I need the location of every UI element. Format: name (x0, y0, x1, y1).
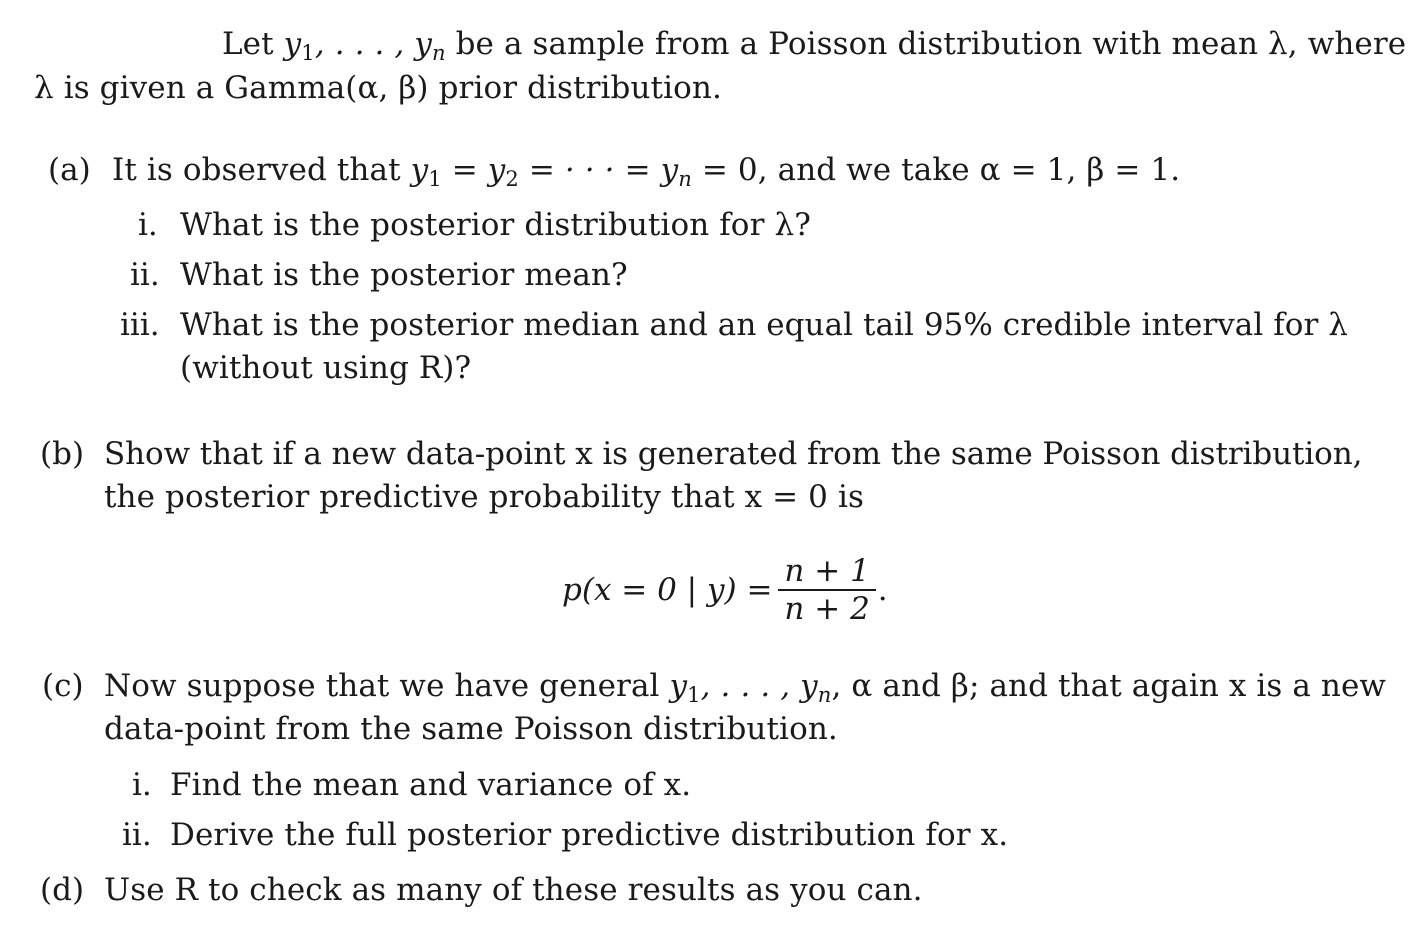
part-a-iii-text: What is the posterior median and an equal tail 95% credible interval for λ (180, 307, 1348, 343)
formula-numerator: n + 1 (784, 553, 870, 589)
predictive-formula (562, 548, 888, 632)
observed-zero-notation: $y_1 = y_2$ = · · · = yn (410, 152, 692, 191)
part-c-label: (c) (42, 668, 84, 704)
part-c-line-1 (104, 666, 1386, 715)
part-a-i-text: What is the posterior distribution for λ? (180, 207, 811, 243)
part-a-stem-end: , and we take α = 1, β = 1. (757, 152, 1181, 188)
part-c-i-label: i. (132, 767, 152, 803)
part-b-line-1: Show that if a new data-point x is generated from the same Poisson distribution, (104, 436, 1363, 472)
part-b-line-2: the posterior predictive probability that x = 0 is (104, 479, 864, 515)
part-a-iii-label: iii. (120, 307, 160, 343)
intro-text-end: be a sample from a Poisson distribution with mean λ, where (445, 26, 1407, 62)
part-c-line-1-start: Now suppose that we have general (104, 668, 670, 704)
intro-line-1 (222, 24, 1406, 73)
sample-notation: $y_1$, . . . , yn (283, 26, 446, 65)
part-b-label: (b) (40, 436, 85, 472)
intro-line-2: λ is given a Gamma(α, β) prior distribution. (34, 70, 722, 106)
part-d-label: (d) (40, 872, 85, 908)
part-a-iii-text-cont: (without using R)? (180, 350, 472, 386)
formula-lhs: p(x = 0 | y) = (562, 572, 773, 608)
part-c-i-text: Find the mean and variance of x. (170, 767, 692, 803)
intro-text-start: Let (222, 26, 284, 62)
part-c-line-2: data-point from the same Poisson distribution. (104, 711, 838, 747)
part-c-ii-text: Derive the full posterior predictive distribution for x. (170, 817, 1009, 853)
part-a-stem: It is observed that $y_1 = y_2$ = · · · = yn = 0, and we take α = 1, β = 1. (112, 152, 1181, 191)
part-a-i-label: i. (138, 207, 158, 243)
part-a-ii-label: ii. (130, 257, 160, 293)
part-a-ii-text: What is the posterior mean? (180, 257, 628, 293)
part-d-text: Use R to check as many of these results as you can. (104, 872, 923, 908)
formula-fraction (778, 553, 875, 627)
formula-period: . (877, 572, 888, 608)
general-sample-notation: $y_1$, . . . , yn (669, 668, 832, 707)
formula-denominator: n + 2 (784, 591, 870, 627)
part-c-line-1-end: , α and β; and that again x is a new (831, 668, 1387, 704)
part-a-label: (a) (48, 152, 91, 188)
part-c-ii-label: ii. (122, 817, 152, 853)
part-a-stem-start: It is observed that (112, 152, 411, 188)
